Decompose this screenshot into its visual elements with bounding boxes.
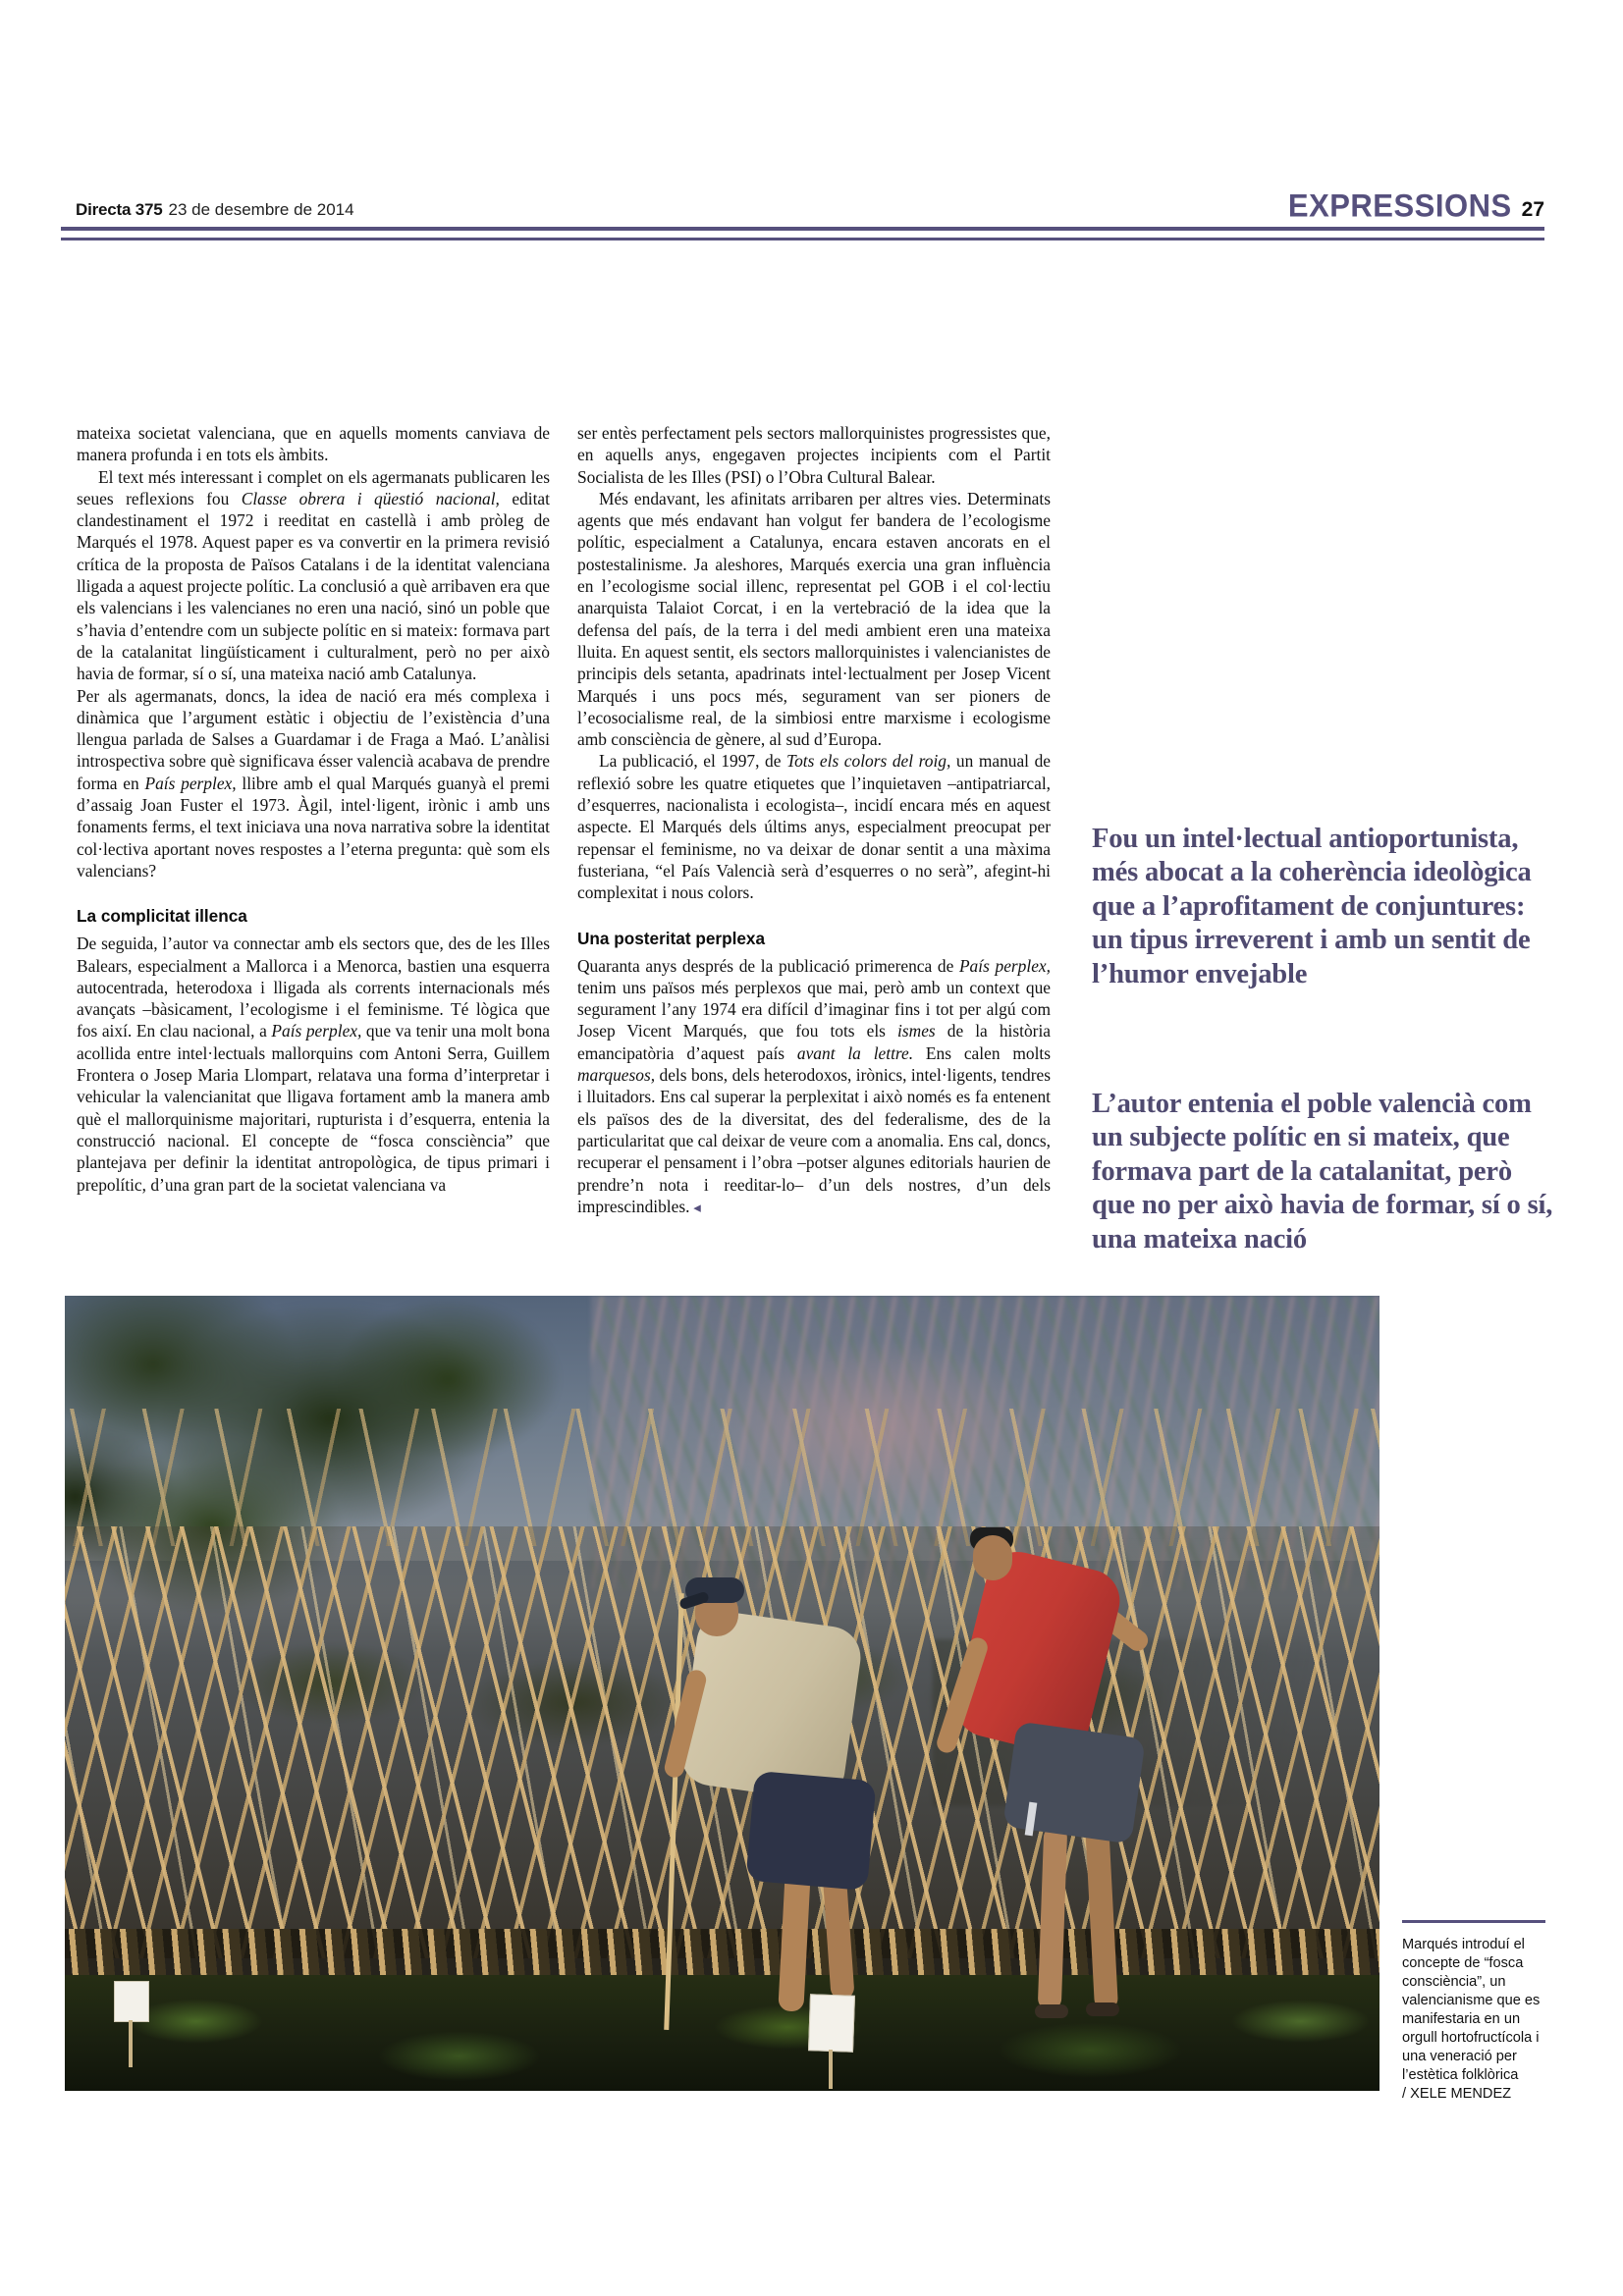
article-subhead: La complicitat illenca: [77, 906, 247, 927]
article-paragraph: Quaranta anys després de la publicació primerenca de País perplex, tenim uns països més perplexos que mai, però amb un context que segurament l’any 1974 era difícil d’imaginar fins i tot per algú com Josep Vicent Marqués, que fou tots els ismes de la història emancipatòria d’aquest país avant la lettre. Ens calen molts marquesos, dels bons, dels heterodoxos, irònics, intel·ligents, tendres i lluitadors. Ens cal superar la perplexitat i això només es fa entenent els països des de la diversitat, des del federalisme, des de la particularitat que cal deixar de veure com a anomalia. Ens cal, doncs, recuperar el pensament i l’obra –potser algunes editorials haurien de prendre’n nota i reeditar-lo– d’un dels nostres, d’un dels imprescindibles. ◂: [577, 955, 1052, 1216]
worker-left: [634, 1575, 890, 2027]
header-rule-top: [61, 227, 1544, 231]
worker-right-foot: [1035, 2004, 1068, 2018]
article-body: [77, 422, 1051, 1219]
worker-right-head: [973, 1535, 1012, 1580]
header-rule-bottom: [61, 238, 1544, 240]
worker-right-leg: [1038, 1826, 1068, 2011]
worker-right-foot: [1086, 2002, 1119, 2016]
article-subhead: Una posteritat perplexa: [577, 928, 766, 948]
worker-right: [880, 1520, 1174, 2050]
plant-tag-stem: [829, 2050, 833, 2089]
article-paragraph: El text més interessant i complet on els agermanats publicaren les seues reflexions fou Classe obrera i qüestió nacional, editat clandestinament el 1972 i reeditat en castellà i amb pròleg de Marqués el 1978. Aquest paper es va convertir en la primera revisió crítica de la proposta de Països Catalans i de la identitat valenciana lligada a aquest projecte polític. La conclusió a què arribaven era que els valencians i les valencianes no eren una nació, sinó un poble que s’havia d’entendre com un subjecte polític en si mateix: formava part de la catalanitat lingüísticament i culturalment, però no per això havia de formar, sí o sí, una mateixa nació amb Catalunya.: [77, 466, 550, 684]
article-paragraph: mateixa societat valenciana, que en aquells moments canviava de manera profunda i en tots els àmbits.: [77, 423, 550, 465]
page-header: [76, 200, 354, 220]
caption-rule: [1402, 1920, 1545, 1923]
plant-tag-stem: [129, 2020, 133, 2067]
held-cane: [664, 1593, 684, 2030]
pull-quote-2: L’autor entenia el poble valencià com un subjecte polític en si mateix, que formava part de la catalanitat, però que no per això havia de formar, sí o sí, una mateixa nació: [1092, 1089, 1553, 1255]
pull-quote-1: Fou un intel·lectual antioportunista, més abocat a la coherència ideològica que a l’aprofitament de conjuntures: un tipus irreverent i amb un sentit de l’humor envejable: [1092, 824, 1532, 989]
article-column-1: [77, 422, 550, 1219]
article-paragraph: Per als agermanats, doncs, la idea de nació era més complexa i dinàmica que l’argument estàtic i objectiu de l’existència d’una llengua parlada de Salses a Guardamar i de Fraga a Maó. L’anàlisi introspectiva sobre què significava ésser valencià acabava de prendre forma en País perplex, llibre amb el qual Marqués guanyà el premi d’assaig Joan Fuster el 1973. Àgil, intel·ligent, irònic i amb uns fonaments ferms, el text iniciava una nova narrativa sobre la identitat col·lectiva aportant noves respostes a l’eterna pregunta: què som els valencians?: [77, 685, 550, 881]
article-paragraph: La publicació, el 1997, de Tots els colors del roig, un manual de reflexió sobre les quatre etiquetes que l’inquietaven –antipatriarcal, d’esquerres, nacionalista i ecologista–, incidí encara més en aquest aspecte. El Marqués dels últims anys, especialment preocupat per repensar el feminisme, no va deixar de donar sentit a una màxima fusteriana, “el País Valencià serà d’esquerres o no serà”, afegint-hi complexitat i nous colors.: [577, 751, 1051, 903]
article-column-2: [577, 422, 1051, 1219]
article-photo: [65, 1296, 1380, 2091]
plant-tag: [114, 1981, 149, 2022]
worker-left-shorts: [745, 1771, 876, 1891]
caption-credit: / XELE MENDEZ: [1402, 2086, 1512, 2102]
section-header: [1119, 188, 1544, 224]
issue-date: 23 de desembre de 2014: [168, 200, 354, 219]
photo-caption: [1402, 1920, 1547, 2104]
article-end-mark: ◂: [689, 1200, 701, 1216]
section-title: EXPRESSIONS: [1287, 187, 1512, 224]
article-paragraph: Més endavant, les afinitats arribaren per altres vies. Determinats agents que més endavant han volgut fer bandera de l’ecologisme polític, especialment a Catalunya, encara estaven ancorats en el postestalinisme. Ja aleshores, Marqués exercia una gran influència en l’ecologisme social illenc, representat pel GOB i el col·lectiu anarquista Talaiot Corcat, i en la vertebració de la idea que la defensa del país, de la terra i del medi ambient eren una mateixa lluita. En aquest sentit, els sectors mallorquinistes i valencianistes de principis dels setanta, apadrinats intel·lectualment per Josep Vicent Marqués i uns pocs més, segurament van ser pioners de l’ecosocialisme real, de la simbiosi entre marxisme i ecologisme amb consciència de gènere, al sud d’Europa.: [577, 488, 1051, 750]
caption-text: Marqués introduí el concepte de “fosca consciència”, un valencianisme que es manifestaria en un orgull hortofructícola i una veneració per l’estètica folklòrica: [1402, 1937, 1541, 2083]
plant-tag: [808, 1994, 855, 2053]
worker-right-leg: [1085, 1820, 1118, 2011]
worker-left-leg: [778, 1871, 810, 2011]
article-paragraph: ser entès perfectament pels sectors mallorquinistes progressistes que, en aquells anys, engegaven projectes incipients com el Partit Socialista de les Illes (PSI) o l’Obra Cultural Balear.: [577, 423, 1051, 487]
masthead: Directa 375: [76, 200, 163, 219]
cane-lattice-tips: [65, 1409, 1380, 1546]
page-number: 27: [1521, 198, 1544, 221]
worker-right-shorts: [1002, 1721, 1146, 1843]
article-paragraph: De seguida, l’autor va connectar amb els sectors que, des de les Illes Balears, especialment a Mallorca i a Menorca, bastien una esquerra autocentrada, heterodoxa i lligada als corrents internacionals més avançats –bàsicament, l’ecologisme i el feminisme. Té lògica que fos així. En clau nacional, a País perplex, que va tenir una molt bona acollida entre intel·lectuals mallorquins com Antoni Serra, Guillem Frontera o Josep Maria Llompart, relatava una forma d’interpretar i vehicular la valencianitat que lligava fortament amb la manera amb què el mallorquinisme majoritari, rupturista i d’esquerra, entenia la construcció nacional. El concepte de “fosca consciència” que plantejava per definir la identitat antropològica, de tipus primari i prepolític, d’una gran part de la societat valenciana va: [77, 934, 550, 1195]
